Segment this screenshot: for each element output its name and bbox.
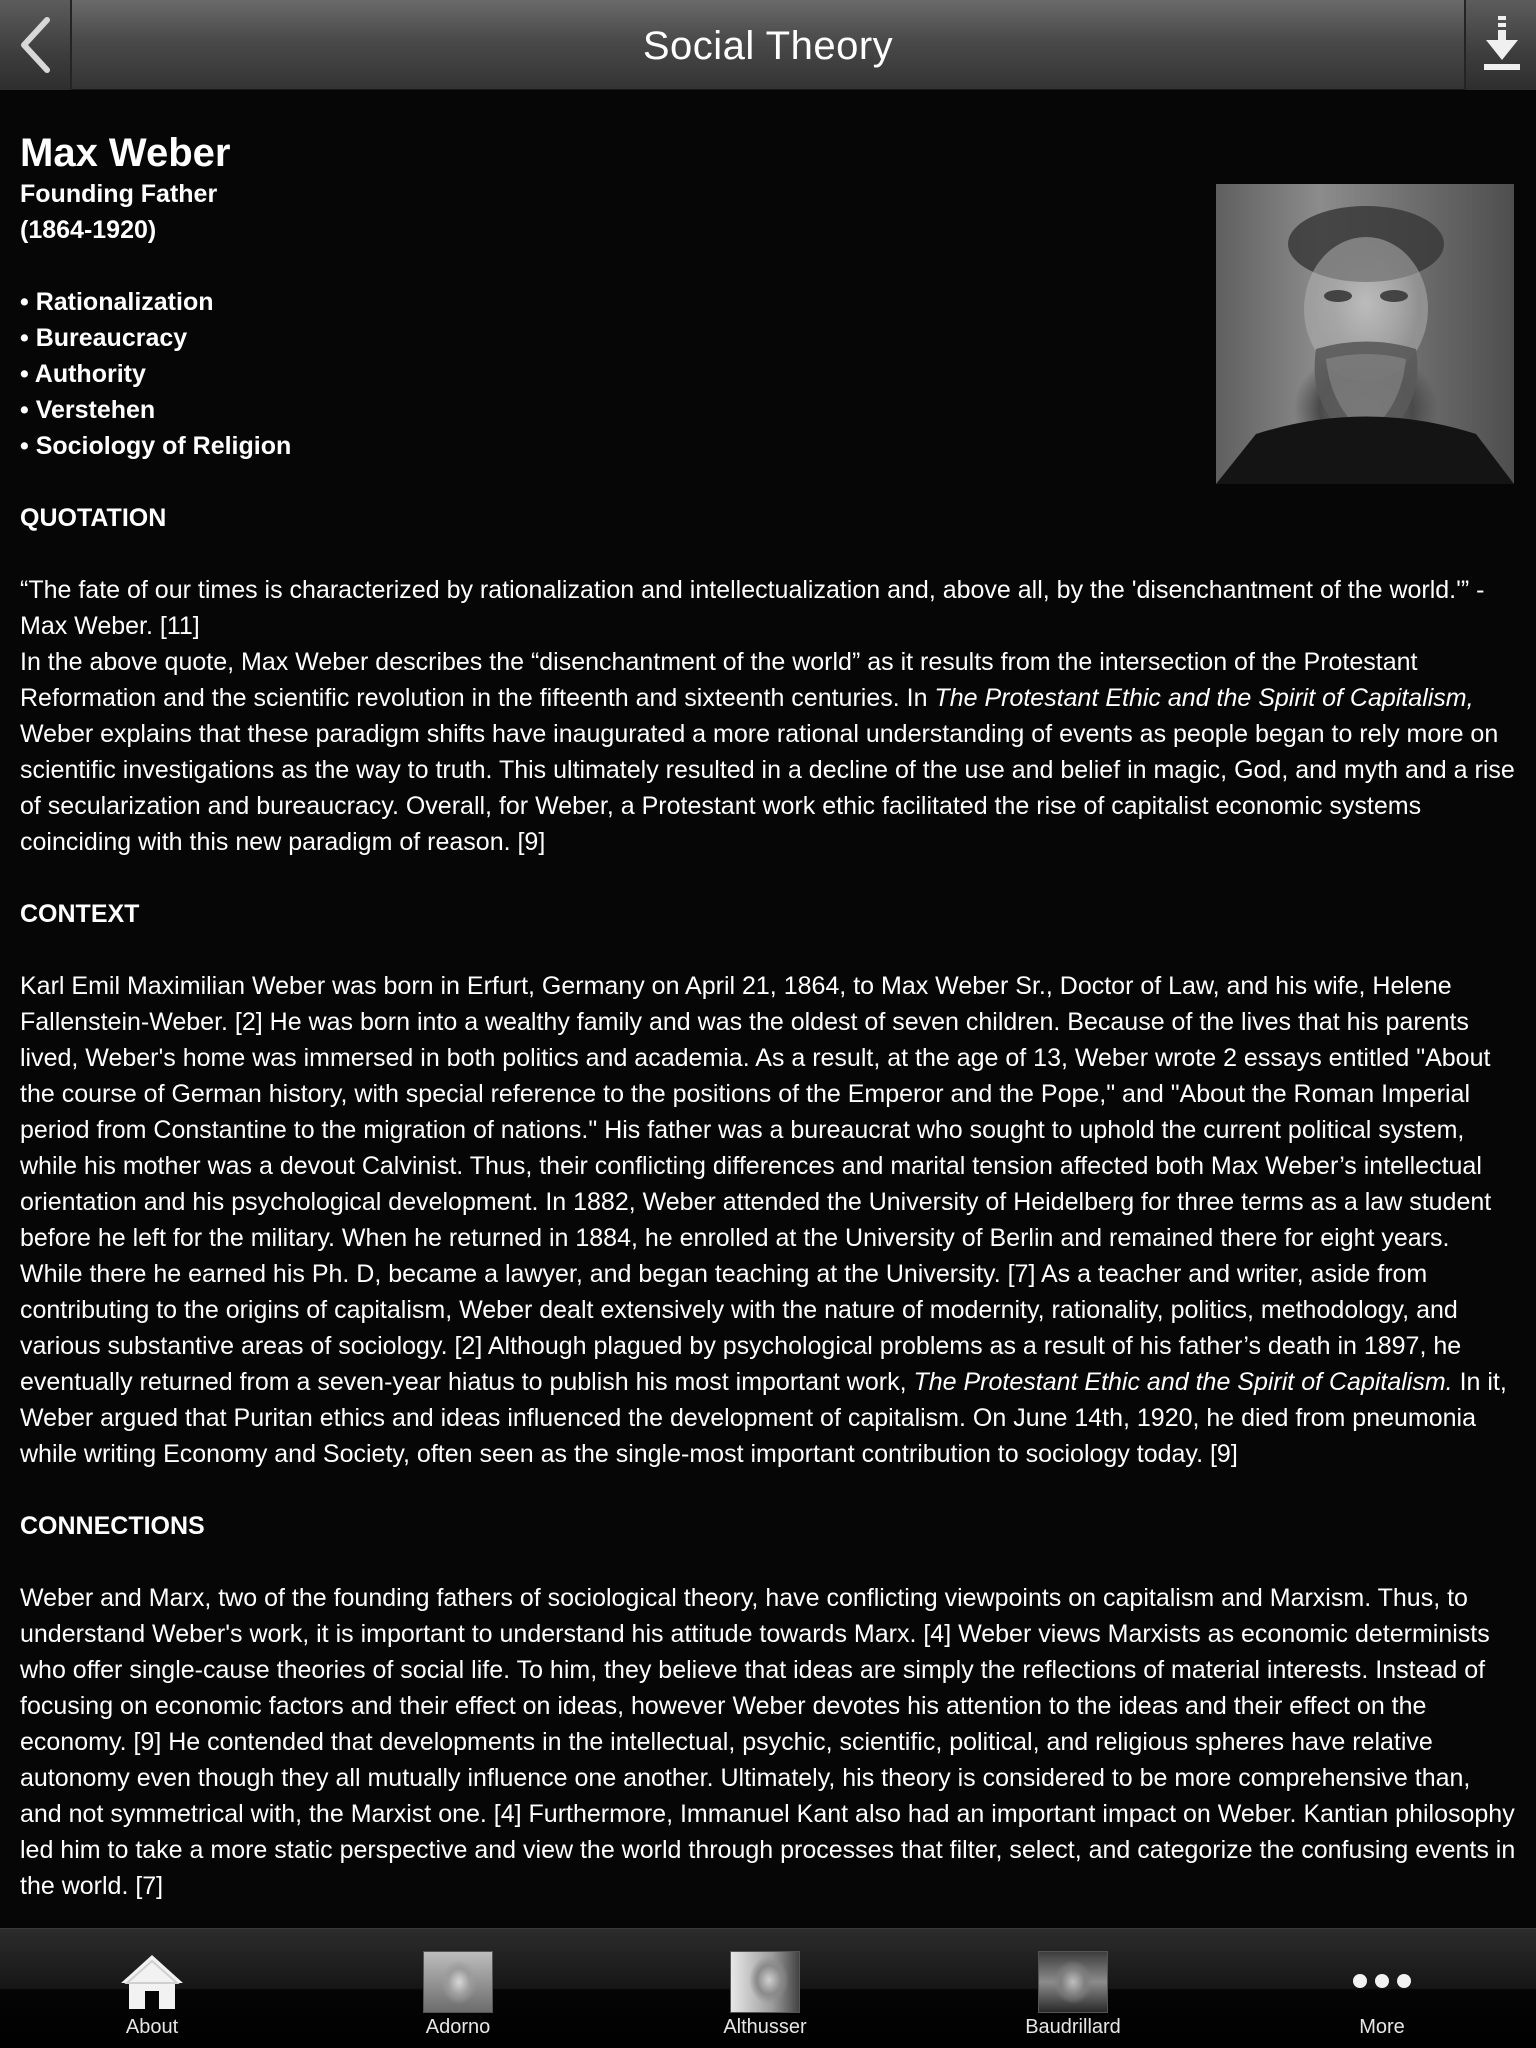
tab-bar [0,1928,1536,2048]
context-text: In it, Weber argued that Puritan ethics and ideas influenced the development of capitalism. On June 14th, 1920, he died from pneumonia while writing Economy and Society, often seen as the single-most important contribution to sociology today. [9] [20,1368,1507,1468]
tab-althusser[interactable] [665,1929,865,2048]
tab-label: Adorno [425,2016,491,2038]
concept-item: • Rationalization [20,288,214,316]
concept-item: • Verstehen [20,396,156,424]
concept-item: • Authority [20,360,146,388]
tab-more[interactable] [1282,1929,1482,2048]
explanation-text: In the above quote, Max Weber describes the “disenchantment of the world” as it results from the intersection of the Protestant Reformation and the scientific revolution in the fifteenth and sixteenth centuries. In [20,648,1418,712]
tab-baudrillard[interactable] [973,1929,1173,2048]
connections-paragraph: Weber and Marx, two of the founding fathers of sociological theory, have conflicting viewpoints on capitalism and Marxism. Thus, to understand Weber's work, it is important to understand his attitude towards Marx. [4] Weber views Marxists as economic determinists who offer single-cause theories of social life. To him, they believe that ideas are simply the reflections of material interests. Instead of focusing on economic factors and their effect on ideas, however Weber devotes his attention to the ideas and their effect on the economy. [9] He contended that developments in the intellectual, psychic, scientific, political, and religious spheres have relative autonomy even though they all mutually influence one another. Ultimately, his theory is considered to be more comprehensive than, and not symmetrical with, the Marxist one. [4] Furthermore, Immanuel Kant also had an important impact on Weber. Kantian philosophy led him to take a more static perspective and view the world through processes that filter, select, and categorize the confusing events in the world. [7] [20,1584,1516,1900]
book-title-italic: The Protestant Ethic and the Spirit of Capitalism, [934,684,1474,712]
adorno-portrait-icon [423,1951,493,2013]
download-button[interactable] [1464,0,1536,90]
tab-about[interactable] [52,1929,252,2048]
navigation-bar [0,0,1536,90]
person-name: Max Weber [20,131,231,175]
baudrillard-portrait-icon [1038,1951,1108,2013]
context-paragraph [20,968,1516,1472]
context-text: Karl Emil Maximilian Weber was born in Erfurt, Germany on April 21, 1864, to Max Weber Sr., Doctor of Law, and his wife, Helene Fallenstein-Weber. [2] He was born into a wealthy family and was the oldest of seven children. Because of the lives that his parents lived, Weber's home was immersed in both politics and academia. As a result, at the age of 13, Weber wrote 2 essays entitled "About the course of German history, with special reference to the positions of the Emperor and the Pope," and "About the Roman Imperial period from Constantine to the migration of nations." His father was a bureaucrat who sought to uphold the current political system, while his mother was a devout Calvinist. Thus, their conflicting differences and marital tension affected both Max Weber’s intellectual orientation and his psychological development. In 1882, Weber attended the University of Heidelberg for three terms as a law student before he left for the military. When he returned in 1884, he enrolled at the University of Berlin and remained there for eight years. While there he earned his Ph. D, became a lawyer, and began teaching at the University. [7] As a teacher and writer, aside from contributing to the origins of capitalism, Weber dealt extensively with the nature of modernity, rationality, politics, methodology, and various substantive areas of sociology. [2] Although plagued by psychological problems as a result of his father’s death in 1897, he eventually returned from a seven-year hiatus to publish his most important work, [20,972,1492,1396]
nav-title: Social Theory [642,24,894,68]
download-arrow-icon [1466,0,1536,90]
spacer [20,1472,1516,1508]
portrait-shading [1216,184,1514,484]
book-title-italic: The Protestant Ethic and the Spirit of Capitalism. [913,1368,1453,1396]
tab-label: Baudrillard [1025,2016,1121,2038]
spacer [20,860,1516,896]
article-content[interactable] [0,90,1536,1928]
spacer [20,932,1516,968]
connections-heading: CONNECTIONS [20,1512,205,1540]
tab-adorno[interactable] [358,1929,558,2048]
spacer [20,1544,1516,1580]
tab-label: About [125,2016,179,2038]
quotation-explanation [20,644,1516,860]
weber-portrait-image [1216,184,1514,484]
quotation-text: “The fate of our times is characterized by rationalization and intellectualization and, above all, by the 'disenchantment of the world.'” - Max Weber. [11] [20,576,1485,640]
home-icon [117,1951,187,2013]
concept-item: • Sociology of Religion [20,432,292,460]
tab-label: More [1359,2016,1405,2038]
person-years: (1864-1920) [20,216,157,244]
spacer [20,536,1516,572]
quotation-heading: QUOTATION [20,504,167,532]
person-role: Founding Father [20,180,218,208]
explanation-text: Weber explains that these paradigm shifts have inaugurated a more rational understanding of events as people began to rely more on scientific investigations as the way to truth. This ultimately resulted in a decline of the use and belief in magic, God, and myth and a rise of secularization and bureaucracy. Overall, for Weber, a Protestant work ethic facilitated the rise of capitalist economic systems coinciding with this new paradigm of reason. [9] [20,720,1515,856]
tab-label: Althusser [723,2016,807,2038]
concept-item: • Bureaucracy [20,324,188,352]
more-dots-icon [1347,1951,1417,2013]
context-heading: CONTEXT [20,900,140,928]
baudrillard-thumbnail [1038,1951,1108,2013]
adorno-thumbnail [423,1951,493,2013]
althusser-portrait-icon [730,1951,800,2013]
althusser-thumbnail [730,1951,800,2013]
